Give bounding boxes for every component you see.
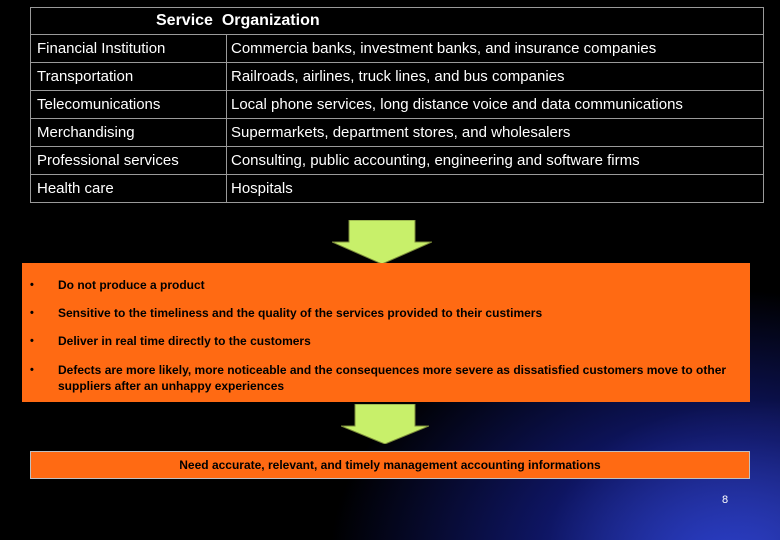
characteristic-item: Defects are more likely, more noticeable and the consequences more severe as dissatisfied customers move to other suppliers after an unhappy experiences <box>58 363 727 393</box>
bullet-icon: • <box>30 279 34 291</box>
table-row <box>31 146 763 174</box>
service-cell: Health care <box>31 175 227 202</box>
organization-cell: Hospitals <box>231 180 293 197</box>
characteristic-item: Deliver in real time directly to the customers <box>58 334 311 348</box>
organization-cell: Local phone services, long distance voice and data communications <box>231 96 683 113</box>
organization-cell: Consulting, public accounting, engineering and software firms <box>231 152 640 169</box>
table-row <box>31 90 763 118</box>
header-organization: Organization <box>221 12 320 29</box>
service-cell: Professional services <box>31 147 227 174</box>
organization-cell: Railroads, airlines, truck lines, and bus companies <box>231 68 565 85</box>
service-cell: Transportation <box>31 63 227 90</box>
table-row <box>31 62 763 90</box>
characteristics-box <box>22 263 750 402</box>
characteristic-item: Sensitive to the timeliness and the quality of the services provided to their custimers <box>58 306 543 320</box>
bullet-icon: • <box>30 335 34 347</box>
service-cell: Telecomunications <box>31 91 227 118</box>
service-organization-table <box>30 7 764 203</box>
header-service: Service <box>156 12 213 29</box>
service-cell: Financial Institution <box>31 35 227 62</box>
table-row <box>31 174 763 202</box>
table-row <box>31 34 763 62</box>
table-header <box>31 8 763 34</box>
service-cell: Merchandising <box>31 119 227 146</box>
bullet-icon: • <box>30 307 34 319</box>
organization-cell: Commercia banks, investment banks, and insurance companies <box>231 40 657 57</box>
organization-cell: Supermarkets, department stores, and wholesalers <box>231 124 571 141</box>
page-number: 8 <box>722 494 729 506</box>
characteristic-item: Do not produce a product <box>58 278 205 292</box>
conclusion-banner: Need accurate, relevant, and timely management accounting informations <box>30 451 750 479</box>
down-arrow-icon <box>332 220 432 264</box>
table-header-text <box>31 8 320 34</box>
bullet-icon: • <box>30 364 34 376</box>
down-arrow-icon <box>341 404 429 444</box>
table-row <box>31 118 763 146</box>
